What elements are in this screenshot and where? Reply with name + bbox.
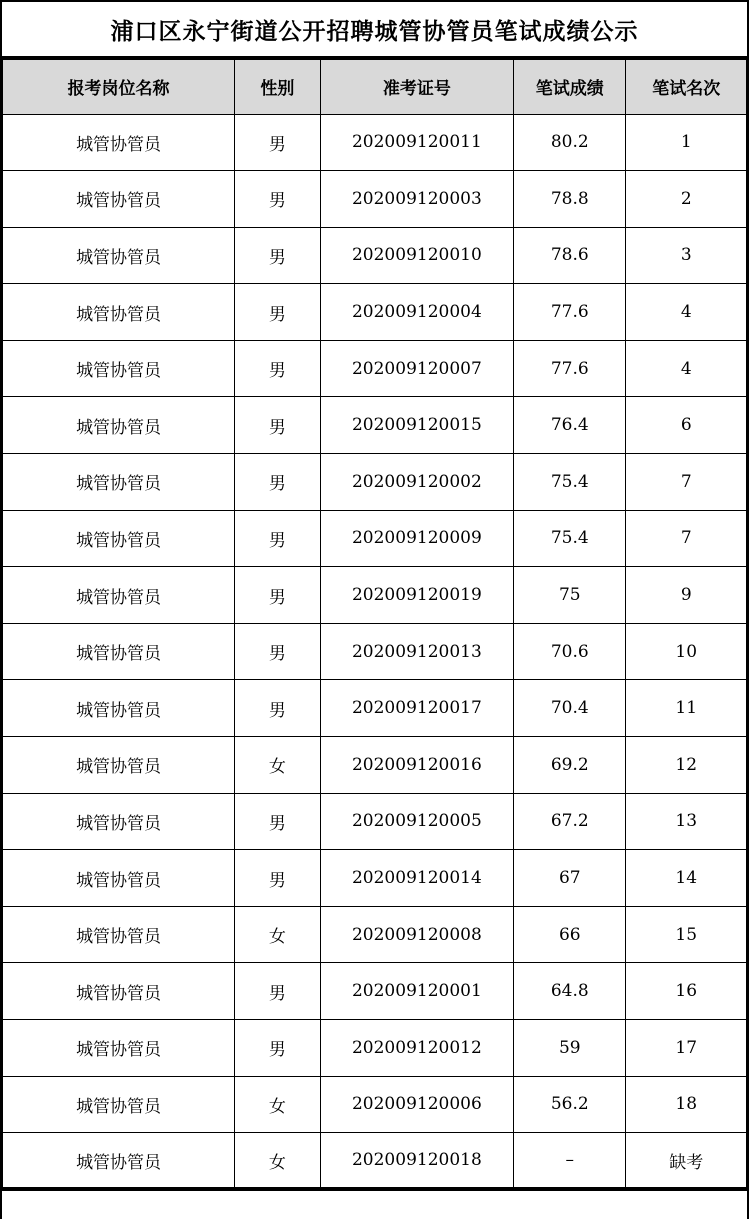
table-cell: 男 (235, 623, 321, 680)
table-cell: 男 (235, 114, 321, 171)
table-row (3, 454, 747, 511)
column-header-1: 报考岗位名称 (3, 58, 235, 114)
table-cell: 70.6 (514, 623, 626, 680)
table-cell: 城管协管员 (3, 171, 235, 228)
table-cell: 64.8 (514, 963, 626, 1020)
table-row (3, 397, 747, 454)
table-cell: 男 (235, 680, 321, 737)
table-cell: 男 (235, 1020, 321, 1077)
table-cell: 66 (514, 906, 626, 963)
column-header-5: 笔试名次 (626, 58, 747, 114)
table-row (3, 114, 747, 171)
table-cell: 缺考 (626, 1133, 747, 1190)
table-cell: 75.4 (514, 454, 626, 511)
table-cell: 男 (235, 793, 321, 850)
table-cell: 城管协管员 (3, 397, 235, 454)
table-cell: 男 (235, 850, 321, 907)
table-cell: 男 (235, 454, 321, 511)
table-cell: 11 (626, 680, 747, 737)
table-cell: 10 (626, 623, 747, 680)
table-cell: 202009120016 (320, 737, 513, 794)
table-row (3, 227, 747, 284)
table-cell: 女 (235, 1133, 321, 1190)
table-body (3, 114, 747, 1189)
table-cell: 2 (626, 171, 747, 228)
table-cell: 城管协管员 (3, 340, 235, 397)
table-cell: 城管协管员 (3, 737, 235, 794)
table-cell: 202009120013 (320, 623, 513, 680)
table-cell: 男 (235, 340, 321, 397)
table-cell: 77.6 (514, 284, 626, 341)
table-cell: 202009120009 (320, 510, 513, 567)
table-cell: 7 (626, 454, 747, 511)
table-cell: 女 (235, 737, 321, 794)
table-cell: 202009120004 (320, 284, 513, 341)
table-cell: 202009120019 (320, 567, 513, 624)
table-cell: 1 (626, 114, 747, 171)
table-cell: 4 (626, 284, 747, 341)
table-row (3, 1133, 747, 1190)
table-cell: 城管协管员 (3, 623, 235, 680)
table-cell: 18 (626, 1076, 747, 1133)
table-cell: 男 (235, 567, 321, 624)
table-cell: 202009120006 (320, 1076, 513, 1133)
table-cell: 202009120007 (320, 340, 513, 397)
table-row (3, 1020, 747, 1077)
table-cell: 6 (626, 397, 747, 454)
table-row (3, 850, 747, 907)
table-cell: 15 (626, 906, 747, 963)
table-cell: 7 (626, 510, 747, 567)
table-cell: 59 (514, 1020, 626, 1077)
table-cell: 城管协管员 (3, 510, 235, 567)
table-cell: 67 (514, 850, 626, 907)
table-cell: 77.6 (514, 340, 626, 397)
table-cell: 14 (626, 850, 747, 907)
table-cell: 9 (626, 567, 747, 624)
table-row (3, 567, 747, 624)
column-header-4: 笔试成绩 (514, 58, 626, 114)
table-cell: 202009120003 (320, 171, 513, 228)
table-cell: 70.4 (514, 680, 626, 737)
table-cell: 城管协管员 (3, 850, 235, 907)
table-cell: 男 (235, 284, 321, 341)
table-cell: 12 (626, 737, 747, 794)
table-cell: 女 (235, 906, 321, 963)
table-cell: 城管协管员 (3, 963, 235, 1020)
table-row (3, 171, 747, 228)
table-cell: 男 (235, 510, 321, 567)
table-cell: 城管协管员 (3, 680, 235, 737)
table-row (3, 680, 747, 737)
table-cell: 4 (626, 340, 747, 397)
table-cell: 56.2 (514, 1076, 626, 1133)
table-cell: 男 (235, 227, 321, 284)
table-cell: 202009120002 (320, 454, 513, 511)
table-cell: 城管协管员 (3, 114, 235, 171)
table-cell: 202009120010 (320, 227, 513, 284)
table-cell: 13 (626, 793, 747, 850)
table-cell: 17 (626, 1020, 747, 1077)
table-cell: 城管协管员 (3, 1076, 235, 1133)
table-cell: 80.2 (514, 114, 626, 171)
table-cell: 城管协管员 (3, 227, 235, 284)
column-header-3: 准考证号 (320, 58, 513, 114)
table-cell: 78.6 (514, 227, 626, 284)
table-cell: – (514, 1133, 626, 1190)
table-cell: 男 (235, 397, 321, 454)
table-header (3, 58, 747, 114)
table-cell: 城管协管员 (3, 454, 235, 511)
table-cell: 女 (235, 1076, 321, 1133)
table-cell: 202009120012 (320, 1020, 513, 1077)
table-cell: 城管协管员 (3, 284, 235, 341)
table-cell: 202009120001 (320, 963, 513, 1020)
table-row (3, 510, 747, 567)
page-title: 浦口区永宁街道公开招聘城管协管员笔试成绩公示 (2, 2, 747, 56)
table-row (3, 963, 747, 1020)
table-cell: 202009120008 (320, 906, 513, 963)
table-cell: 城管协管员 (3, 567, 235, 624)
table-cell: 67.2 (514, 793, 626, 850)
table-row (3, 623, 747, 680)
table-cell: 城管协管员 (3, 1020, 235, 1077)
table-cell: 202009120015 (320, 397, 513, 454)
table-cell: 202009120018 (320, 1133, 513, 1190)
table-cell: 75 (514, 567, 626, 624)
table-cell: 202009120005 (320, 793, 513, 850)
table-row (3, 793, 747, 850)
table-row (3, 906, 747, 963)
table-cell: 城管协管员 (3, 793, 235, 850)
table-cell: 69.2 (514, 737, 626, 794)
column-header-2: 性别 (235, 58, 321, 114)
table-cell: 城管协管员 (3, 1133, 235, 1190)
table-cell: 16 (626, 963, 747, 1020)
table-cell: 男 (235, 963, 321, 1020)
table-cell: 78.8 (514, 171, 626, 228)
table-cell: 202009120017 (320, 680, 513, 737)
table-cell: 202009120011 (320, 114, 513, 171)
table-cell: 202009120014 (320, 850, 513, 907)
results-table (2, 56, 747, 1191)
table-row (3, 284, 747, 341)
table-row (3, 737, 747, 794)
table-cell: 3 (626, 227, 747, 284)
table-cell: 男 (235, 171, 321, 228)
table-cell: 76.4 (514, 397, 626, 454)
table-cell: 75.4 (514, 510, 626, 567)
table-row (3, 340, 747, 397)
header-row (3, 58, 747, 114)
table-row (3, 1076, 747, 1133)
table-cell: 城管协管员 (3, 906, 235, 963)
